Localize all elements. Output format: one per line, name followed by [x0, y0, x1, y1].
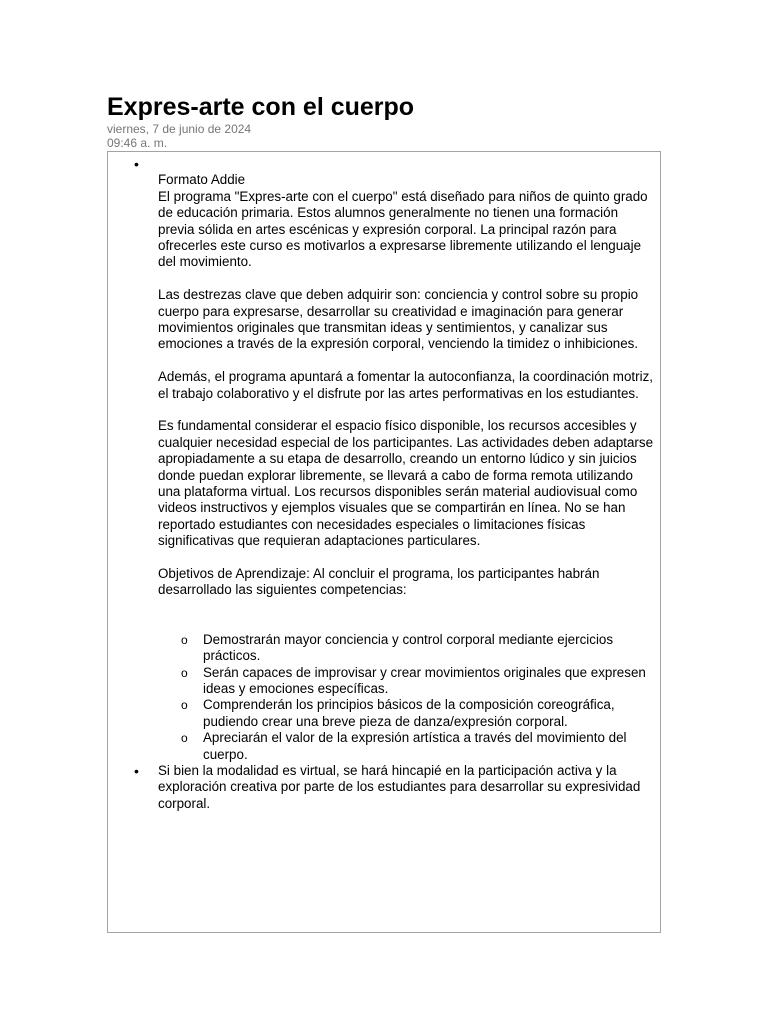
note-container[interactable]: [107, 151, 661, 933]
objective-item: o Comprenderán los principios básicos de la composición coreográfica, pudiendo crear una breve pieza de danza/expresión corporal.: [203, 697, 656, 730]
list-item: [158, 156, 660, 763]
paragraph-skills: Las destrezas clave que deben adquirir son: conciencia y control sobre su propio cuerpo para expresarse, desarrollar su creatividad e imaginación para generar movimientos originales que transmitan ideas y sentimientos, y canalizar sus emociones a través de la expresión corporal, venciendo la timidez o inhibiciones.: [158, 287, 639, 352]
note-date: viernes, 7 de junio de 2024: [107, 122, 252, 136]
paragraph-objectives-intro: Objetivos de Aprendizaje: Al concluir el programa, los participantes habrán desarrollado las siguientes competencias:: [158, 566, 600, 598]
paragraph-closing: • Si bien la modalidad es virtual, se hará hincapié en la participación activa y la exploración creativa por parte de los estudiantes para desarrollar su expresividad corporal.: [158, 762, 641, 811]
note-time: 09:46 a. m.: [107, 136, 168, 150]
objective-item: o Apreciarán el valor de la expresión artística a través del movimiento del cuerpo.: [203, 730, 656, 763]
objectives-list: [158, 632, 656, 763]
objective-item: o Serán capaces de improvisar y crear movimientos originales que expresen ideas y emociones específicas.: [203, 665, 656, 698]
note-content: [108, 156, 660, 812]
paragraph-context: Es fundamental considerar el espacio físico disponible, los recursos accesibles y cualquier necesidad especial de los participantes. Las actividades deben adaptarse apropiadamente a su etapa de desarrollo, creando un entorno lúdico y sin juicios donde puedan explorar libremente, se llevará a cabo de forma remota utilizando una plataforma virtual. Los recursos disponibles serán material audiovisual como videos instructivos y ejemplos visuales que se compartirán en línea. No se han reportado estudiantes con necesidades especiales o limitaciones físicas significativas que requieran adaptaciones particulares.: [158, 418, 654, 549]
paragraph-goals: Además, el programa apuntará a fomentar la autoconfianza, la coordinación motriz, el trabajo colaborativo y el disfrute por las artes performativas en los estudiantes.: [158, 369, 653, 401]
list-item: [158, 763, 660, 812]
section-heading: • Formato Addie: [158, 172, 246, 188]
page-title: Expres-arte con el cuerpo: [107, 93, 415, 121]
bullet-list: [108, 156, 660, 812]
objective-item: o Demostrarán mayor conciencia y control corporal mediante ejercicios prácticos.: [203, 632, 656, 665]
note-header: [107, 92, 663, 150]
paragraph-audience: El programa "Expres-arte con el cuerpo" está diseñado para niños de quinto grado de educación primaria. Estos alumnos generalmente no tienen una formación previa sólida en artes escénicas y expresión corporal. La principal razón para ofrecerles este curso es motivarlos a expresarse libremente utilizando el lenguaje del movimiento.: [158, 188, 648, 270]
